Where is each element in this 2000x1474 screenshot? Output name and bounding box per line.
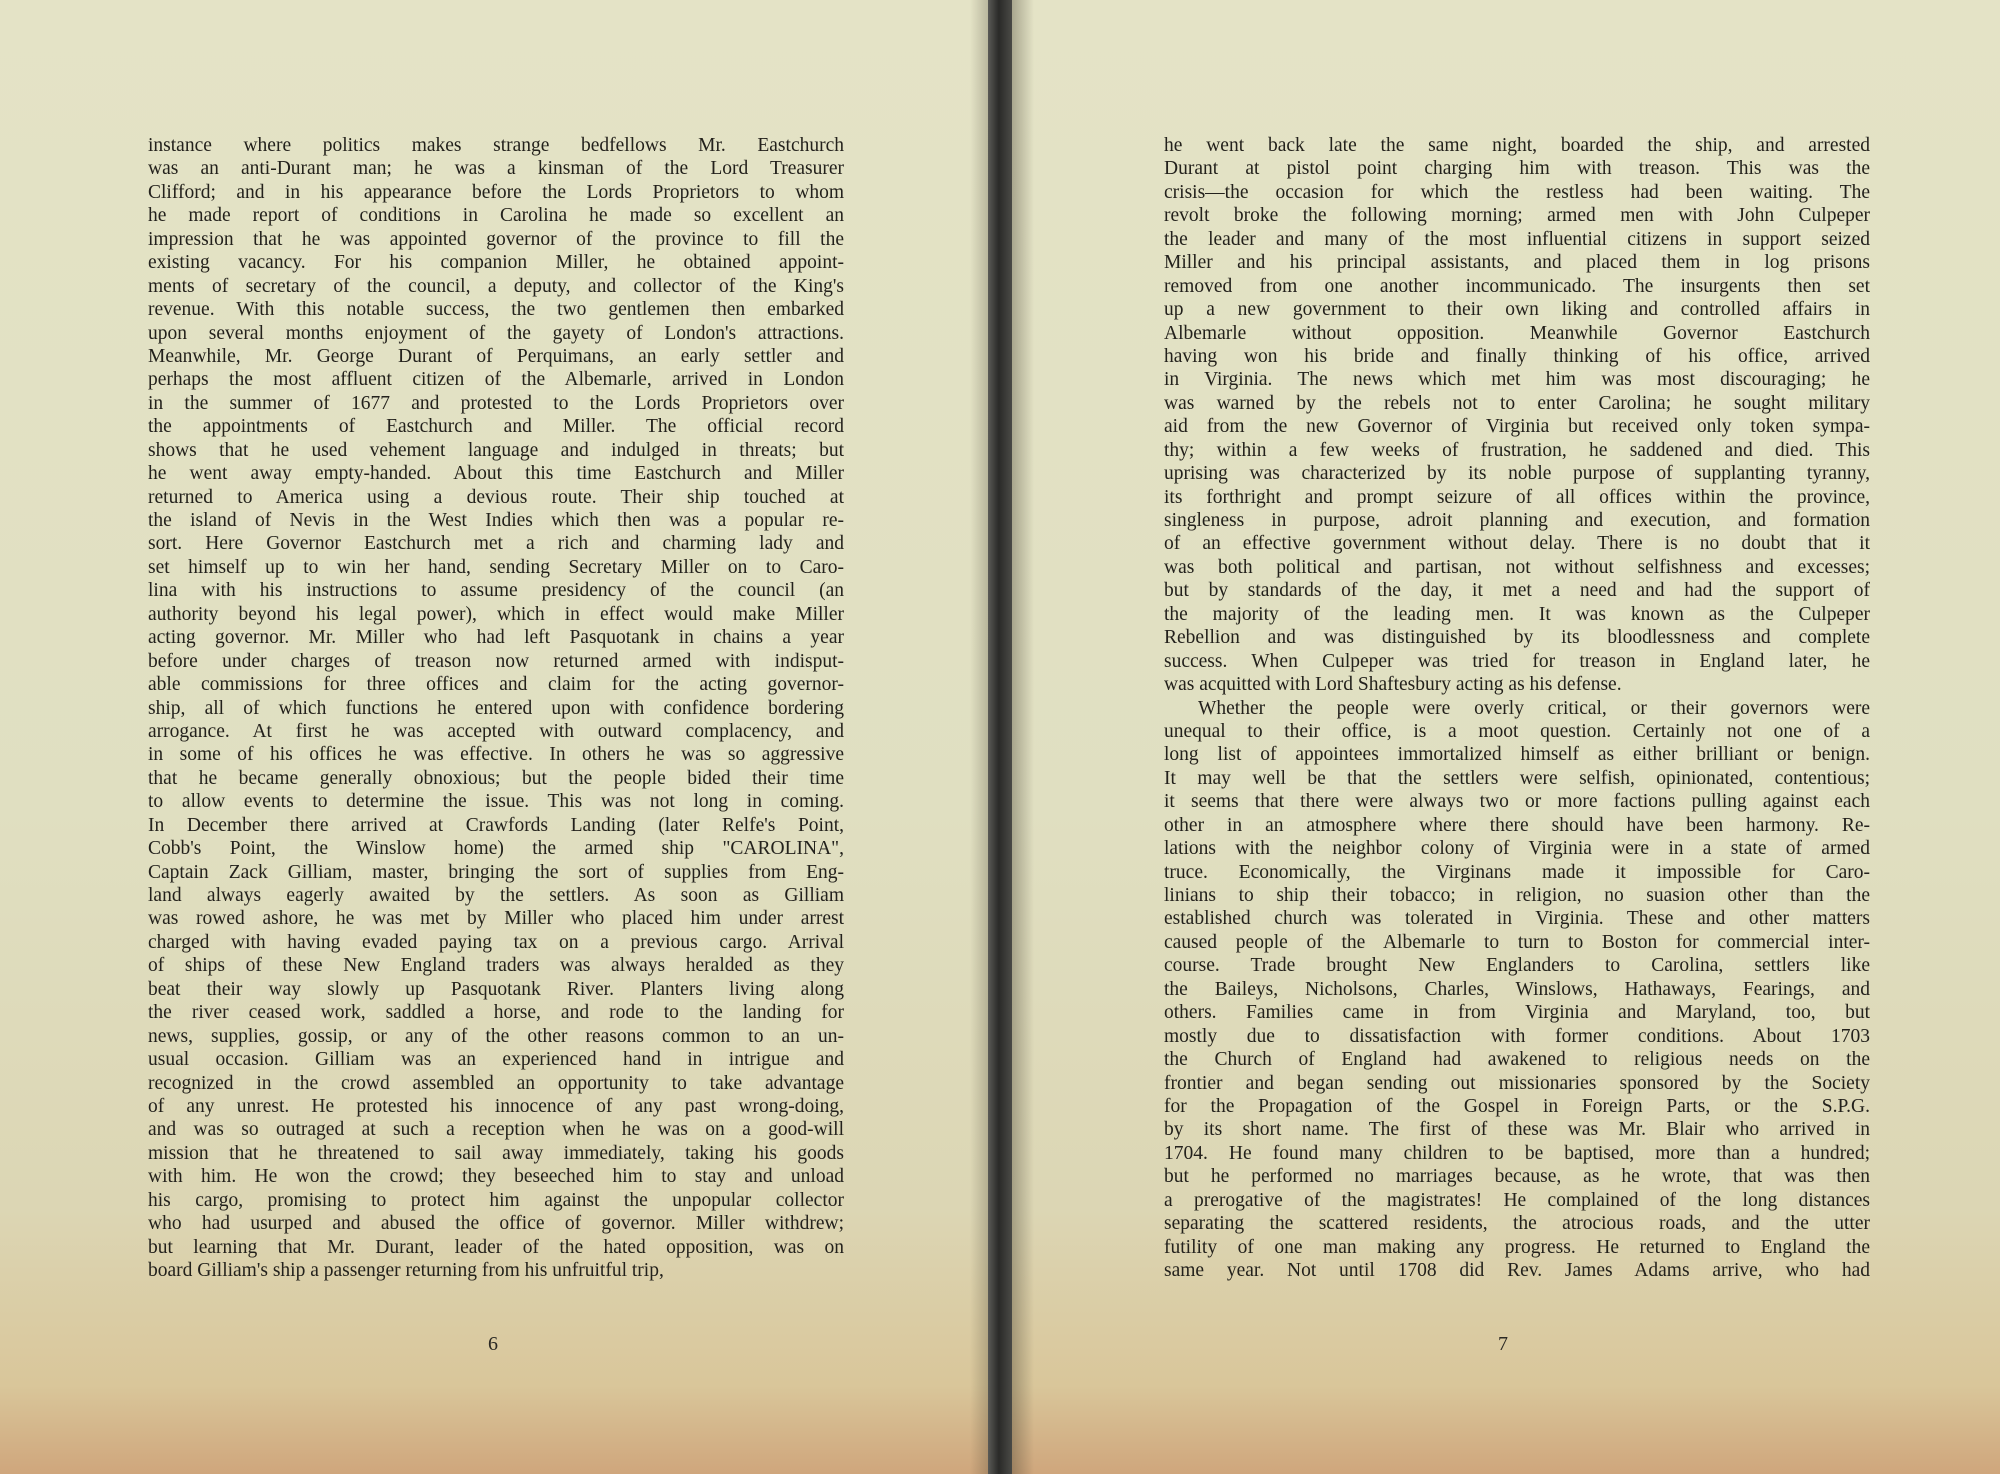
text-line: Clifford; and in his appearance before the Lords Proprietors to whom <box>148 181 844 203</box>
text-line: beat their way slowly up Pasquotank River. Planters living along <box>148 978 844 1000</box>
text-line: he went back late the same night, boarded the ship, and arrested <box>1164 135 1870 156</box>
text-line: having won his bride and finally thinking of his office, arrived <box>1164 345 1870 367</box>
text-line: before under charges of treason now returned armed with indisput- <box>148 650 844 672</box>
left-page-text <box>148 134 844 1282</box>
text-line: but learning that Mr. Durant, leader of the hated opposition, was on <box>148 1236 844 1258</box>
text-line: removed from one another incommunicado. The insurgents then set <box>1164 275 1870 297</box>
text-line: for the Propagation of the Gospel in Foreign Parts, or the S.P.G. <box>1164 1095 1870 1117</box>
text-line: Rebellion and was distinguished by its bloodlessness and complete <box>1164 627 1870 649</box>
text-line: news, supplies, gossip, or any of the other reasons common to an un- <box>148 1025 844 1047</box>
text-line: Albemarle without opposition. Meanwhile Governor Eastchurch <box>1164 322 1870 344</box>
text-line: sort. Here Governor Eastchurch met a rich and charming lady and <box>148 533 844 555</box>
text-line: lina with his instructions to assume presidency of the council (an <box>148 580 844 602</box>
text-line: same year. Not until 1708 did Rev. James Adams arrive, who had <box>1164 1260 1870 1281</box>
text-line: that he became generally obnoxious; but the people bided their time <box>148 767 844 789</box>
text-line: of an effective government without delay. There is no doubt that it <box>1164 533 1870 555</box>
text-line: long list of appointees immortalized himself as either brilliant or benign. <box>1164 744 1870 766</box>
text-line: revolt broke the following morning; armed men with John Culpeper <box>1164 205 1870 227</box>
text-line: of any unrest. He protested his innocence of any past wrong-doing, <box>148 1095 844 1117</box>
text-line: Meanwhile, Mr. George Durant of Perquimans, an early settler and <box>148 345 844 367</box>
text-line: the river ceased work, saddled a horse, and rode to the landing for <box>148 1002 844 1024</box>
text-line: unequal to their office, is a moot question. Certainly not one of a <box>1164 720 1870 742</box>
text-line: it seems that there were always two or more factions pulling against each <box>1164 791 1870 813</box>
text-line: by its short name. The first of these was Mr. Blair who arrived in <box>1164 1119 1870 1141</box>
text-line: recognized in the crowd assembled an opportunity to take advantage <box>148 1072 844 1094</box>
text-line: mission that he threatened to sail away immediately, taking his goods <box>148 1142 844 1164</box>
text-line: others. Families came in from Virginia and Maryland, too, but <box>1164 1002 1870 1024</box>
text-line: perhaps the most affluent citizen of the Albemarle, arrived in London <box>148 369 844 391</box>
text-line: and was so outraged at such a reception when he was on a good-will <box>148 1119 844 1141</box>
text-line: but he performed no marriages because, as he wrote, that was then <box>1164 1166 1870 1188</box>
text-line: aid from the new Governor of Virginia but received only token sympa- <box>1164 416 1870 438</box>
text-line: was acquitted with Lord Shaftesbury acting as his defense. <box>1164 674 1622 696</box>
text-line: to allow events to determine the issue. This was not long in coming. <box>148 791 844 813</box>
text-line: he went away empty-handed. About this time Eastchurch and Miller <box>148 463 844 485</box>
text-line: who had usurped and abused the office of governor. Miller withdrew; <box>148 1213 844 1235</box>
text-line: was rowed ashore, he was met by Miller who placed him under arrest <box>148 908 844 930</box>
text-line: success. When Culpeper was tried for treason in England later, he <box>1164 650 1870 672</box>
text-line: was an anti-Durant man; he was a kinsman of the Lord Treasurer <box>148 158 844 180</box>
text-line: caused people of the Albemarle to turn to Boston for commercial inter- <box>1164 931 1870 953</box>
text-line: revenue. With this notable success, the two gentlemen then embarked <box>148 299 844 321</box>
text-line: Miller and his principal assistants, and placed them in log prisons <box>1164 252 1870 274</box>
text-line: separating the scattered residents, the atrocious roads, and the utter <box>1164 1213 1870 1235</box>
text-line: Durant at pistol point charging him with treason. This was the <box>1164 158 1870 180</box>
text-line: ments of secretary of the council, a deputy, and collector of the King's <box>148 275 844 297</box>
text-line: the majority of the leading men. It was known as the Culpeper <box>1164 603 1870 625</box>
text-line: board Gilliam's ship a passenger returning from his unfruitful trip, <box>148 1260 664 1281</box>
text-line: the leader and many of the most influential citizens in support seized <box>1164 228 1870 250</box>
text-line: land always eagerly awaited by the settlers. As soon as Gilliam <box>148 885 844 906</box>
text-line: returned to America using a devious route. Their ship touched at <box>148 486 844 508</box>
text-line: the island of Nevis in the West Indies which then was a popular re- <box>148 510 844 531</box>
text-line: frontier and began sending out missionaries sponsored by the Society <box>1164 1072 1870 1094</box>
text-line: It may well be that the settlers were selfish, opinionated, contentious; <box>1164 767 1870 789</box>
text-line: in some of his offices he was effective. In others he was so aggressive <box>148 744 844 766</box>
text-line: futility of one man making any progress. He returned to England the <box>1164 1236 1870 1258</box>
text-line: but by standards of the day, it met a need and had the support of <box>1164 580 1870 602</box>
text-line: was warned by the rebels not to enter Carolina; he sought military <box>1164 392 1870 414</box>
text-line: singleness in purpose, adroit planning and execution, and formation <box>1164 510 1870 531</box>
text-line: mostly due to dissatisfaction with former conditions. About 1703 <box>1164 1025 1870 1047</box>
text-line: of ships of these New England traders was always heralded as they <box>148 955 844 977</box>
text-line: impression that he was appointed governor of the province to fill the <box>148 228 844 250</box>
text-line: authority beyond his legal power), which in effect would make Miller <box>148 603 844 625</box>
text-line: shows that he used vehement language and indulged in threats; but <box>148 439 844 461</box>
text-line: ship, all of which functions he entered upon with confidence bordering <box>148 697 844 719</box>
text-line: instance where politics makes strange bedfellows Mr. Eastchurch <box>148 135 844 156</box>
text-line: existing vacancy. For his companion Miller, he obtained appoint- <box>148 252 844 274</box>
text-line: a prerogative of the magistrates! He complained of the long distances <box>1164 1189 1870 1211</box>
text-line: its forthright and prompt seizure of all offices within the province, <box>1164 486 1870 508</box>
right-page <box>1012 0 2000 1474</box>
text-line: arrogance. At first he was accepted with outward complacency, and <box>148 720 844 742</box>
text-line: In December there arrived at Crawfords Landing (later Relfe's Point, <box>148 814 844 836</box>
text-line: in the summer of 1677 and protested to the Lords Proprietors over <box>148 392 844 414</box>
text-line: course. Trade brought New Englanders to Carolina, settlers like <box>1164 955 1870 977</box>
book-gutter <box>988 0 1012 1474</box>
left-page <box>0 0 988 1474</box>
text-line: up a new government to their own liking and controlled affairs in <box>1164 299 1870 321</box>
text-line: Cobb's Point, the Winslow home) the armed ship "CAROLINA", <box>148 838 844 860</box>
text-line: lations with the neighbor colony of Virginia were in a state of armed <box>1164 838 1870 860</box>
left-page-number: 6 <box>488 1333 498 1355</box>
right-page-text <box>1164 134 1870 1282</box>
text-line: he made report of conditions in Carolina he made so excellent an <box>148 205 844 227</box>
text-line: Whether the people were overly critical, or their governors were <box>1198 697 1870 719</box>
text-line: linians to ship their tobacco; in religion, no suasion other than the <box>1164 885 1870 906</box>
text-line: uprising was characterized by its noble purpose of supplanting tyranny, <box>1164 463 1870 485</box>
text-line: the Baileys, Nicholsons, Charles, Winslows, Hathaways, Fearings, and <box>1164 978 1870 1000</box>
text-line: was both political and partisan, not without selfishness and excesses; <box>1164 556 1870 578</box>
text-line: with him. He won the crowd; they beseeched him to stay and unload <box>148 1166 844 1188</box>
text-line: able commissions for three offices and claim for the acting governor- <box>148 674 844 696</box>
text-line: thy; within a few weeks of frustration, he saddened and died. This <box>1164 439 1870 461</box>
text-line: the Church of England had awakened to religious needs on the <box>1164 1049 1870 1071</box>
text-line: charged with having evaded paying tax on a previous cargo. Arrival <box>148 931 844 953</box>
text-line: other in an atmosphere where there should have been harmony. Re- <box>1164 814 1870 836</box>
text-line: 1704. He found many children to be baptised, more than a hundred; <box>1164 1142 1870 1164</box>
text-line: crisis—the occasion for which the restless had been waiting. The <box>1164 181 1870 203</box>
text-line: acting governor. Mr. Miller who had left Pasquotank in chains a year <box>148 627 844 649</box>
text-line: established church was tolerated in Virginia. These and other matters <box>1164 908 1870 930</box>
text-line: Captain Zack Gilliam, master, bringing the sort of supplies from Eng- <box>148 861 844 883</box>
right-page-number: 7 <box>1498 1333 1508 1355</box>
text-line: usual occasion. Gilliam was an experienced hand in intrigue and <box>148 1049 844 1071</box>
text-line: the appointments of Eastchurch and Miller. The official record <box>148 416 844 438</box>
text-line: truce. Economically, the Virginans made it impossible for Caro- <box>1164 861 1870 883</box>
text-line: set himself up to win her hand, sending Secretary Miller on to Caro- <box>148 556 844 578</box>
text-line: in Virginia. The news which met him was most discouraging; he <box>1164 369 1870 391</box>
text-line: upon several months enjoyment of the gayety of London's attractions. <box>148 322 844 344</box>
text-line: his cargo, promising to protect him against the unpopular collector <box>148 1189 844 1211</box>
